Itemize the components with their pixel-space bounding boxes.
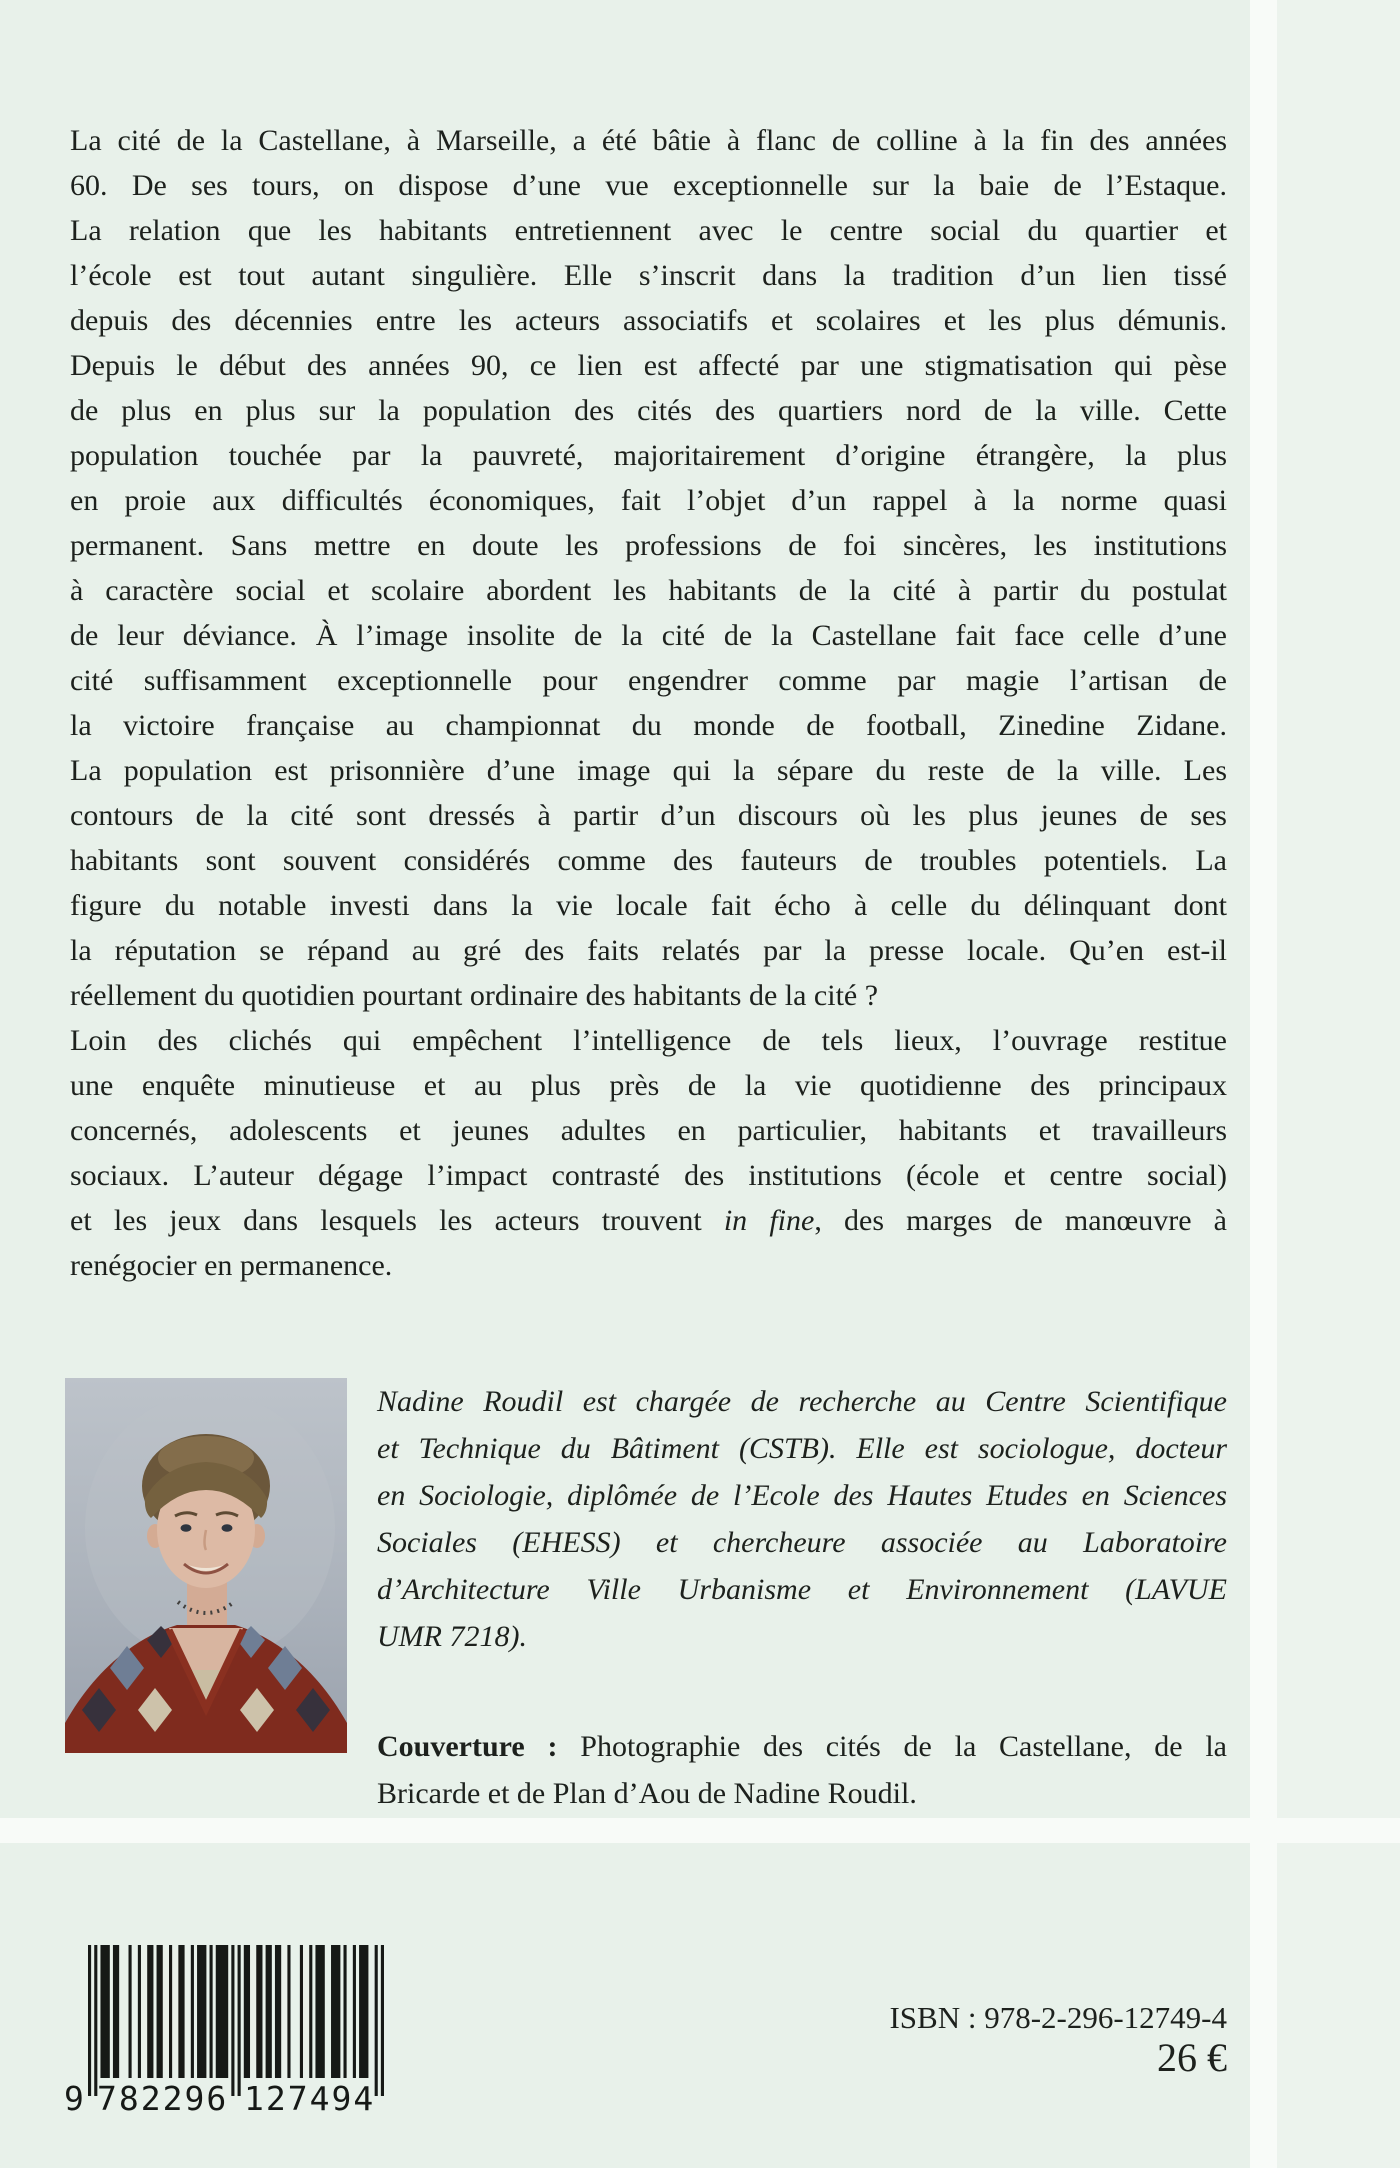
ean13-barcode	[62, 1943, 402, 2118]
synopsis-line: cité suffisamment exceptionnelle pour engendrer comme par magie l’artisan de	[70, 664, 1227, 697]
bio-line: en Sociologie, diplômée de l’Ecole des Hautes Etudes en Sciences	[377, 1479, 1227, 1512]
bio-line: Sociales (EHESS) et chercheure associée au Laboratoire	[377, 1526, 1227, 1559]
synopsis-line: contours de la cité sont dressés à partir d’un discours où les plus jeunes de ses	[70, 799, 1227, 832]
barcode-first-digit: 9	[64, 2079, 84, 2118]
synopsis-line: une enquête minutieuse et au plus près de la vie quotidienne des principaux	[70, 1069, 1227, 1102]
author-portrait-illustration	[65, 1378, 347, 1753]
synopsis-line: habitants sont souvent considérés comme des fauteurs de troubles potentiels. La	[70, 844, 1227, 877]
barcode-right-group: 127494	[244, 2079, 376, 2118]
synopsis-line: renégocier en permanence.	[70, 1249, 393, 1282]
synopsis-line: la victoire française au championnat du monde de football, Zinedine Zidane.	[70, 709, 1227, 742]
synopsis-line: La population est prisonnière d’une image qui la sépare du reste de la ville. Les	[70, 754, 1227, 787]
synopsis-line: La relation que les habitants entretiennent avec le centre social du quartier et	[70, 214, 1227, 247]
barcode-bars	[88, 1943, 384, 2098]
price-text: 26 €	[1157, 2035, 1227, 2080]
isbn-text: ISBN : 978-2-296-12749-4	[889, 2000, 1227, 2035]
cover-credit-line	[377, 1723, 1227, 1770]
page-edge-strip-horizontal	[0, 1818, 1400, 1843]
author-bio	[377, 1378, 1227, 1660]
synopsis-line: en proie aux difficultés économiques, fait l’objet d’un rappel à la norme quasi	[70, 484, 1227, 517]
synopsis-line: la réputation se répand au gré des faits relatés par la presse locale. Qu’en est-il	[70, 934, 1227, 967]
cover-credit-text: Photographie des cités de la Castellane, de la	[580, 1730, 1228, 1763]
synopsis-line-in-fine	[70, 1198, 1227, 1243]
synopsis-line: Depuis le début des années 90, ce lien est affecté par une stigmatisation qui pèse	[70, 349, 1227, 382]
bio-line: Nadine Roudil est chargée de recherche au Centre Scientifique	[377, 1385, 1227, 1418]
synopsis-infine-post: , des marges de manœuvre à	[814, 1204, 1228, 1237]
barcode-left-group: 782296	[97, 2079, 229, 2118]
cover-credit-label: Couverture :	[377, 1730, 581, 1763]
synopsis-infine-pre: et les jeux dans lesquels les acteurs trouvent	[70, 1204, 724, 1237]
synopsis-infine-italic: in fine	[723, 1204, 815, 1237]
synopsis-line: réellement du quotidien pourtant ordinaire des habitants de la cité ?	[70, 979, 879, 1012]
synopsis-line: permanent. Sans mettre en doute les professions de foi sincères, les institutions	[70, 529, 1227, 562]
synopsis-line: à caractère social et scolaire abordent les habitants de la cité à partir du postulat	[70, 574, 1227, 607]
synopsis-line: La cité de la Castellane, à Marseille, a été bâtie à flanc de colline à la fin des années	[70, 124, 1227, 157]
synopsis-line: concernés, adolescents et jeunes adultes en particulier, habitants et travailleurs	[70, 1114, 1227, 1147]
author-photo	[65, 1378, 347, 1753]
synopsis-line: figure du notable investi dans la vie locale fait écho à celle du délinquant dont	[70, 889, 1227, 922]
synopsis-line: Loin des clichés qui empêchent l’intelligence de tels lieux, l’ouvrage restitue	[70, 1024, 1227, 1057]
cover-credit	[377, 1723, 1227, 1817]
bio-line: d’Architecture Ville Urbanisme et Environnement (LAVUE	[377, 1573, 1227, 1606]
synopsis-line: population touchée par la pauvreté, majoritairement d’origine étrangère, la plus	[70, 439, 1227, 472]
synopsis-line: de plus en plus sur la population des cités des quartiers nord de la ville. Cette	[70, 394, 1227, 427]
synopsis-line: de leur déviance. À l’image insolite de la cité de la Castellane fait face celle d’une	[70, 619, 1227, 652]
synopsis-line: sociaux. L’auteur dégage l’impact contrasté des institutions (école et centre social)	[70, 1159, 1227, 1192]
synopsis-line: depuis des décennies entre les acteurs associatifs et scolaires et les plus démunis.	[70, 304, 1227, 337]
synopsis-line: 60. De ses tours, on dispose d’une vue exceptionnelle sur la baie de l’Estaque.	[70, 169, 1227, 202]
synopsis-line: l’école est tout autant singulière. Elle s’inscrit dans la tradition d’un lien tissé	[70, 259, 1227, 292]
cover-credit-line: Bricarde et de Plan d’Aou de Nadine Roudil.	[377, 1777, 917, 1810]
bio-line: et Technique du Bâtiment (CSTB). Elle est sociologue, docteur	[377, 1432, 1227, 1465]
synopsis-text	[70, 118, 1227, 1288]
bio-line: UMR 7218).	[377, 1620, 527, 1653]
